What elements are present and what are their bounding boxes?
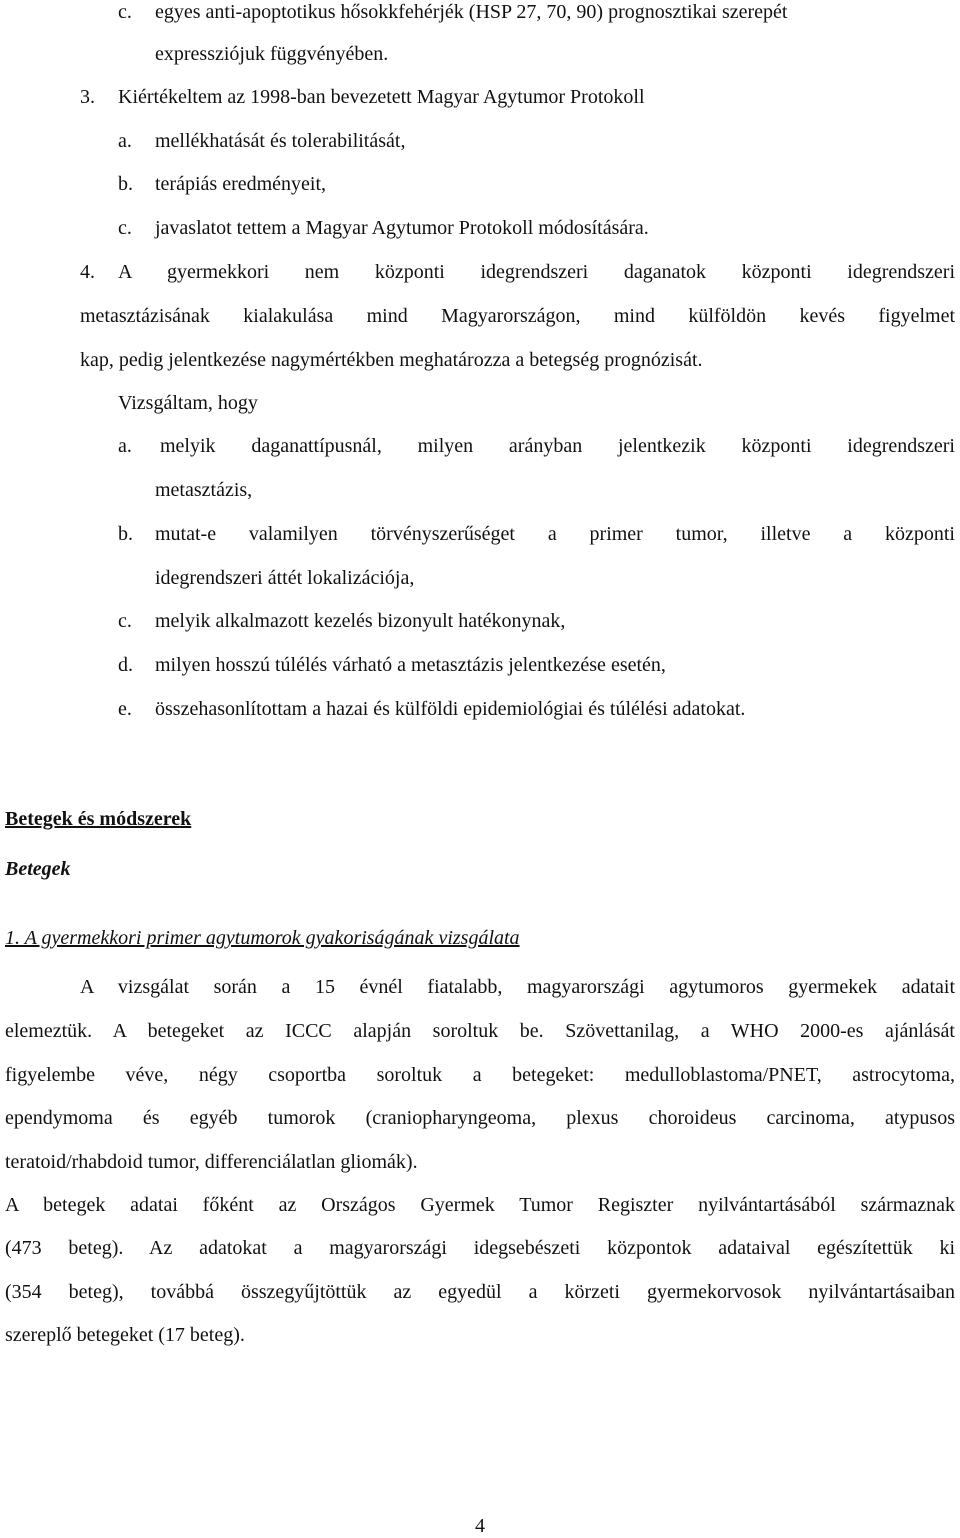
list-item-c-line1: egyes anti-apoptotikus hősokkfehérjék (HSP 27, 70, 90) prognosztikai szerepét bbox=[155, 1, 788, 23]
sublist-marker-4d: d. bbox=[118, 654, 133, 676]
sublist-item-4b-line2: idegrendszeri áttét lokalizációja, bbox=[155, 567, 415, 589]
paragraph2-line3: (354 beteg), továbbá összegyűjtöttük az egyedül a körzeti gyermekorvosok nyilvántartásaiban bbox=[5, 1281, 955, 1303]
list-item-3-text: Kiértékeltem az 1998-ban bevezetett Magyar Agytumor Protokoll bbox=[118, 86, 645, 108]
paragraph2-line2: (473 beteg). Az adatokat a magyarországi idegsebészeti központok adataival egészítettük ki bbox=[5, 1237, 955, 1259]
sublist-marker-3c: c. bbox=[118, 217, 132, 239]
sublist-marker-3b: b. bbox=[118, 173, 133, 195]
sublist-marker-4e: e. bbox=[118, 698, 132, 720]
sublist-item-3c: javaslatot tettem a Magyar Agytumor Protokoll módosítására. bbox=[155, 217, 649, 239]
list-item-4-line2: metasztázisának kialakulása mind Magyarországon, mind külföldön kevés figyelmet bbox=[80, 305, 955, 327]
subsection-title: 1. A gyermekkori primer agytumorok gyakoriságának vizsgálata bbox=[5, 927, 520, 949]
sublist-item-4d: milyen hosszú túlélés várható a metasztázis jelentkezése esetén, bbox=[155, 654, 666, 676]
paragraph1-line4: ependymoma és egyéb tumorok (craniopharyngeoma, plexus choroideus carcinoma, atypusos bbox=[5, 1107, 955, 1129]
sublist-item-3b: terápiás eredményeit, bbox=[155, 173, 327, 195]
sublist-item-3a: mellékhatását és tolerabilitását, bbox=[155, 130, 406, 152]
list-marker-3: 3. bbox=[80, 86, 95, 108]
paragraph1-line3: figyelembe véve, négy csoportba soroltuk a betegeket: medulloblastoma/PNET, astrocytoma, bbox=[5, 1064, 955, 1086]
sublist-item-4c: melyik alkalmazott kezelés bizonyult hatékonynak, bbox=[155, 610, 566, 632]
sublist-item-4b-line1: mutat-e valamilyen törvényszerűséget a primer tumor, illetve a központi bbox=[155, 523, 955, 545]
section-subtitle: Betegek bbox=[5, 858, 71, 880]
sublist-marker-3a: a. bbox=[118, 130, 132, 152]
paragraph1-line5: teratoid/rhabdoid tumor, differenciálatlan gliomák). bbox=[5, 1151, 418, 1173]
paragraph2-line1: A betegek adatai főként az Országos Gyermek Tumor Regiszter nyilvántartásából származnak bbox=[5, 1194, 955, 1216]
list-item-4-intro: Vizsgáltam, hogy bbox=[118, 392, 258, 414]
list-item-c-line2: expressziójuk függvényében. bbox=[155, 43, 389, 65]
paragraph2-line4: szereplő betegeket (17 beteg). bbox=[5, 1324, 245, 1346]
list-item-4-line3: kap, pedig jelentkezése nagymértékben meghatározza a betegség prognózisát. bbox=[80, 349, 703, 371]
sublist-marker-4b: b. bbox=[118, 523, 133, 545]
sublist-item-4a-line2: metasztázis, bbox=[155, 479, 253, 501]
page-number: 4 bbox=[475, 1515, 485, 1537]
paragraph1-line2: elemeztük. A betegeket az ICCC alapján soroltuk be. Szövettanilag, a WHO 2000-es ajánlását bbox=[5, 1020, 955, 1042]
sublist-marker-4a: a. bbox=[118, 435, 132, 457]
list-marker-c: c. bbox=[118, 1, 132, 23]
sublist-item-4e: összehasonlítottam a hazai és külföldi epidemiológiai és túlélési adatokat. bbox=[155, 698, 746, 720]
sublist-item-4a-line1: melyik daganattípusnál, milyen arányban jelentkezik központi idegrendszeri bbox=[160, 435, 955, 457]
sublist-marker-4c: c. bbox=[118, 610, 132, 632]
list-item-4-line1: A gyermekkori nem központi idegrendszeri daganatok központi idegrendszeri bbox=[118, 261, 955, 283]
list-marker-4: 4. bbox=[80, 261, 95, 283]
section-title: Betegek és módszerek bbox=[5, 808, 192, 830]
paragraph1-line1: A vizsgálat során a 15 évnél fiatalabb, magyarországi agytumoros gyermekek adatait bbox=[80, 976, 955, 998]
